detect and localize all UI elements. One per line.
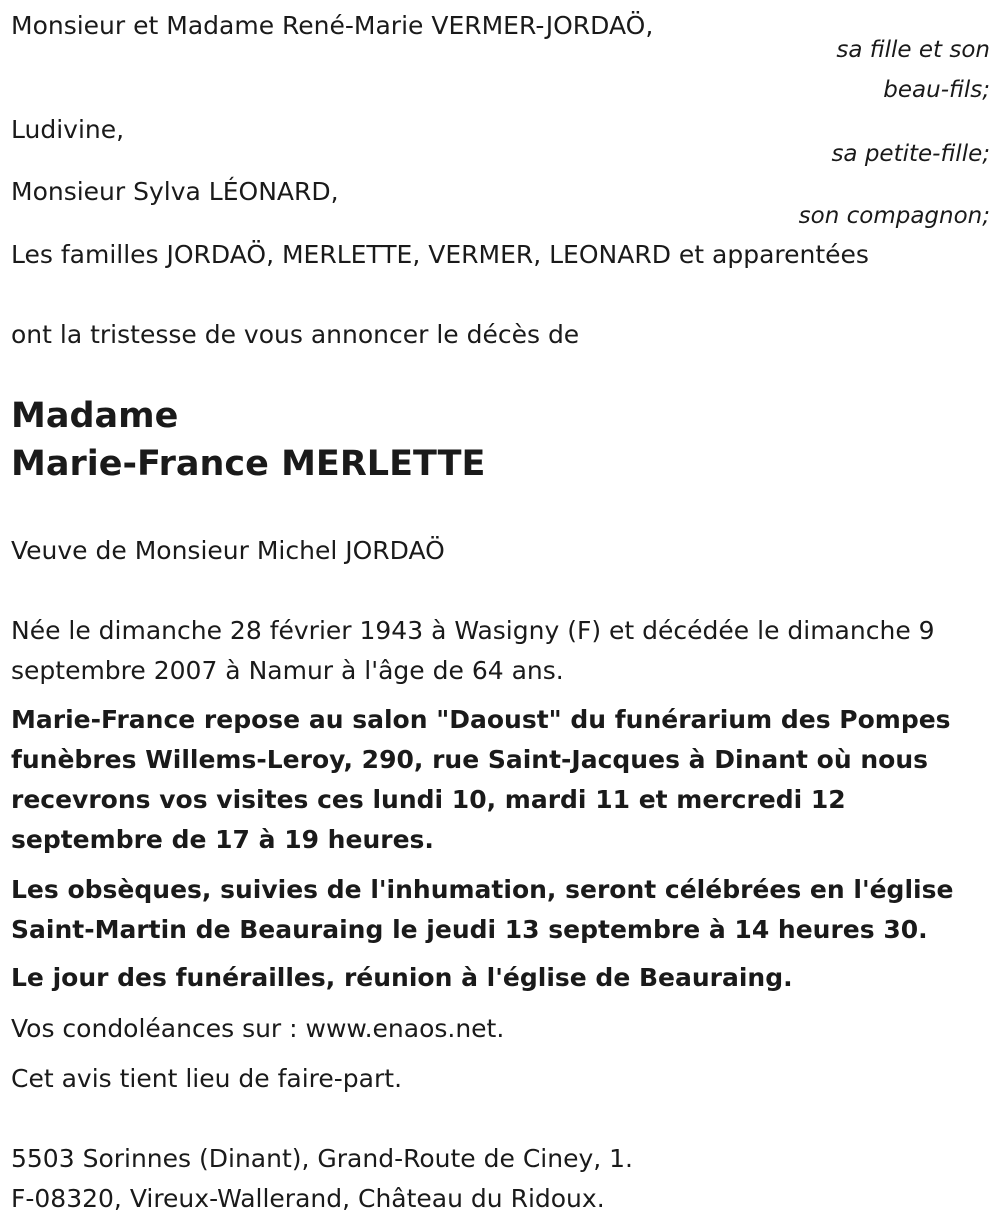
relation-3: son compagnon; <box>798 203 990 229</box>
relation-1a: sa fille et son <box>836 37 990 63</box>
visitation-text: Marie-France repose au salon "Daoust" du funérarium des Pompes funèbres Willems-Leroy, 290, rue Saint-Jacques à Dinant où nous recevrons vos visites ces lundi 10, mardi 11 et mercredi 12 septembre de 17 à 19 heures. <box>11 705 951 854</box>
address-line-2: F-08320, Vireux-Wallerand, Château du Ridoux. <box>11 1184 605 1213</box>
family-line-3: Monsieur Sylva LÉONARD, <box>11 177 339 206</box>
relation-2: sa petite-fille; <box>831 141 990 167</box>
notice-text: Cet avis tient lieu de faire-part. <box>11 1064 403 1093</box>
deceased-name: Marie-France MERLETTE <box>11 444 486 484</box>
relation-1b: beau-fils; <box>883 77 990 103</box>
deceased-title: Madame <box>11 396 179 436</box>
family-line-4: Les familles JORDAÖ, MERLETTE, VERMER, LEONARD et apparentées <box>11 240 869 269</box>
address-line-1: 5503 Sorinnes (Dinant), Grand-Route de Ciney, 1. <box>11 1144 633 1173</box>
announcement-text: ont la tristesse de vous annoncer le décès de <box>11 320 580 349</box>
birth-death-text: Née le dimanche 28 février 1943 à Wasigny (F) et décédée le dimanche 9 septembre 2007 à Namur à l'âge de 64 ans. <box>11 616 935 685</box>
family-line-1: Monsieur et Madame René-Marie VERMER-JORDAÖ, <box>11 11 654 40</box>
widow-text: Veuve de Monsieur Michel JORDAÖ <box>11 536 445 565</box>
family-line-2: Ludivine, <box>11 115 125 144</box>
meeting-text: Le jour des funérailles, réunion à l'église de Beauraing. <box>11 963 793 992</box>
funeral-text: Les obsèques, suivies de l'inhumation, seront célébrées en l'église Saint-Martin de Beauraing le jeudi 13 septembre à 14 heures 30. <box>11 875 954 944</box>
condolences-text: Vos condoléances sur : www.enaos.net. <box>11 1014 505 1043</box>
